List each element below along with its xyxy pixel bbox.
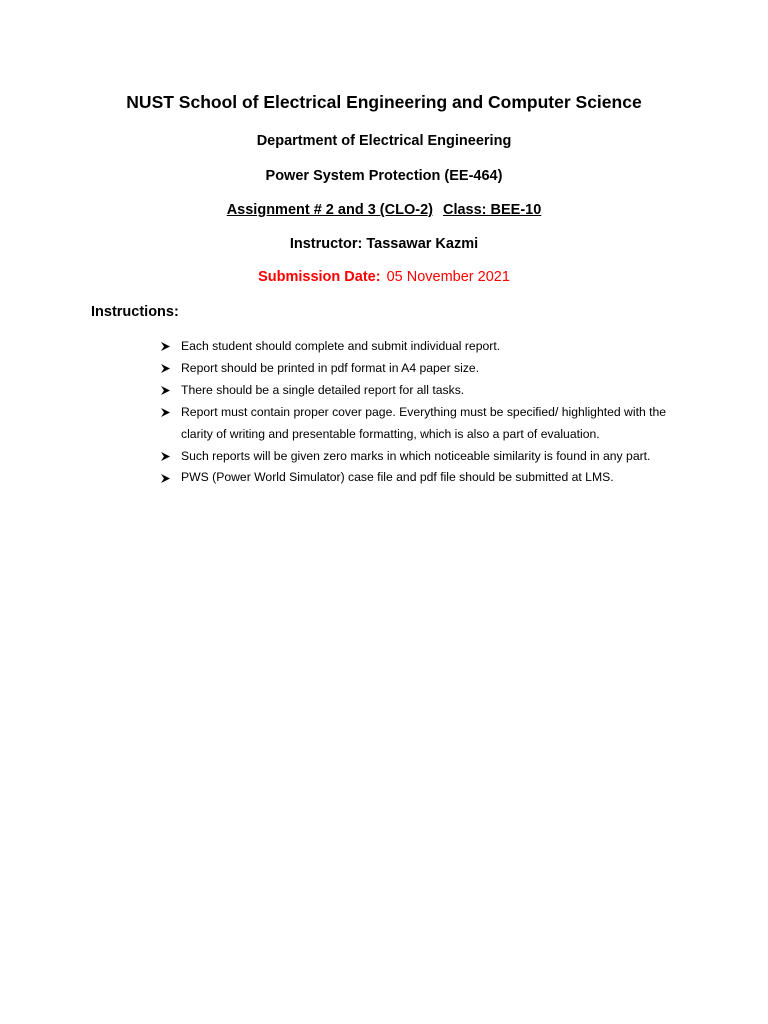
instruction-text: PWS (Power World Simulator) case file and pdf file should be submitted at LMS. bbox=[181, 470, 614, 485]
class-label: Class: BEE-10 bbox=[442, 202, 542, 218]
course-title: Power System Protection (EE-464) bbox=[265, 168, 503, 184]
instruction-text: Report must contain proper cover page. Everything must be specified/ highlighted with the clarity of writing and presentable formatting, which is also a part of evaluation. bbox=[181, 404, 667, 441]
arrowhead-bullet-icon bbox=[160, 402, 171, 424]
arrowhead-bullet-icon bbox=[160, 380, 171, 402]
arrowhead-bullet-icon bbox=[160, 467, 171, 489]
list-item bbox=[159, 402, 689, 446]
submission-line bbox=[0, 269, 768, 285]
submission-label: Submission Date: bbox=[258, 269, 381, 285]
instruction-text: Each student should complete and submit individual report. bbox=[181, 339, 501, 353]
list-item bbox=[159, 467, 689, 489]
assignment-title: Assignment # 2 and 3 (CLO-2) bbox=[226, 202, 433, 218]
list-item bbox=[159, 380, 689, 402]
instructions-list bbox=[159, 336, 689, 489]
arrowhead-bullet-icon bbox=[160, 336, 171, 358]
instructor-line: Instructor: Tassawar Kazmi bbox=[289, 236, 479, 252]
assignment-line bbox=[0, 202, 768, 218]
instruction-text: Such reports will be given zero marks in which noticeable similarity is found in any part. bbox=[181, 448, 651, 463]
arrowhead-bullet-icon bbox=[160, 446, 171, 468]
list-item bbox=[159, 358, 689, 380]
arrowhead-bullet-icon bbox=[160, 358, 171, 380]
instruction-text: Report should be printed in pdf format in A4 paper size. bbox=[181, 360, 480, 375]
list-item bbox=[159, 446, 689, 468]
instruction-text: There should be a single detailed report for all tasks. bbox=[181, 382, 465, 397]
submission-date: 05 November 2021 bbox=[386, 269, 510, 285]
department-title: Department of Electrical Engineering bbox=[256, 133, 512, 149]
list-item bbox=[159, 336, 689, 358]
school-title: NUST School of Electrical Engineering and Computer Science bbox=[126, 92, 642, 112]
instructions-heading: Instructions: bbox=[91, 304, 179, 320]
